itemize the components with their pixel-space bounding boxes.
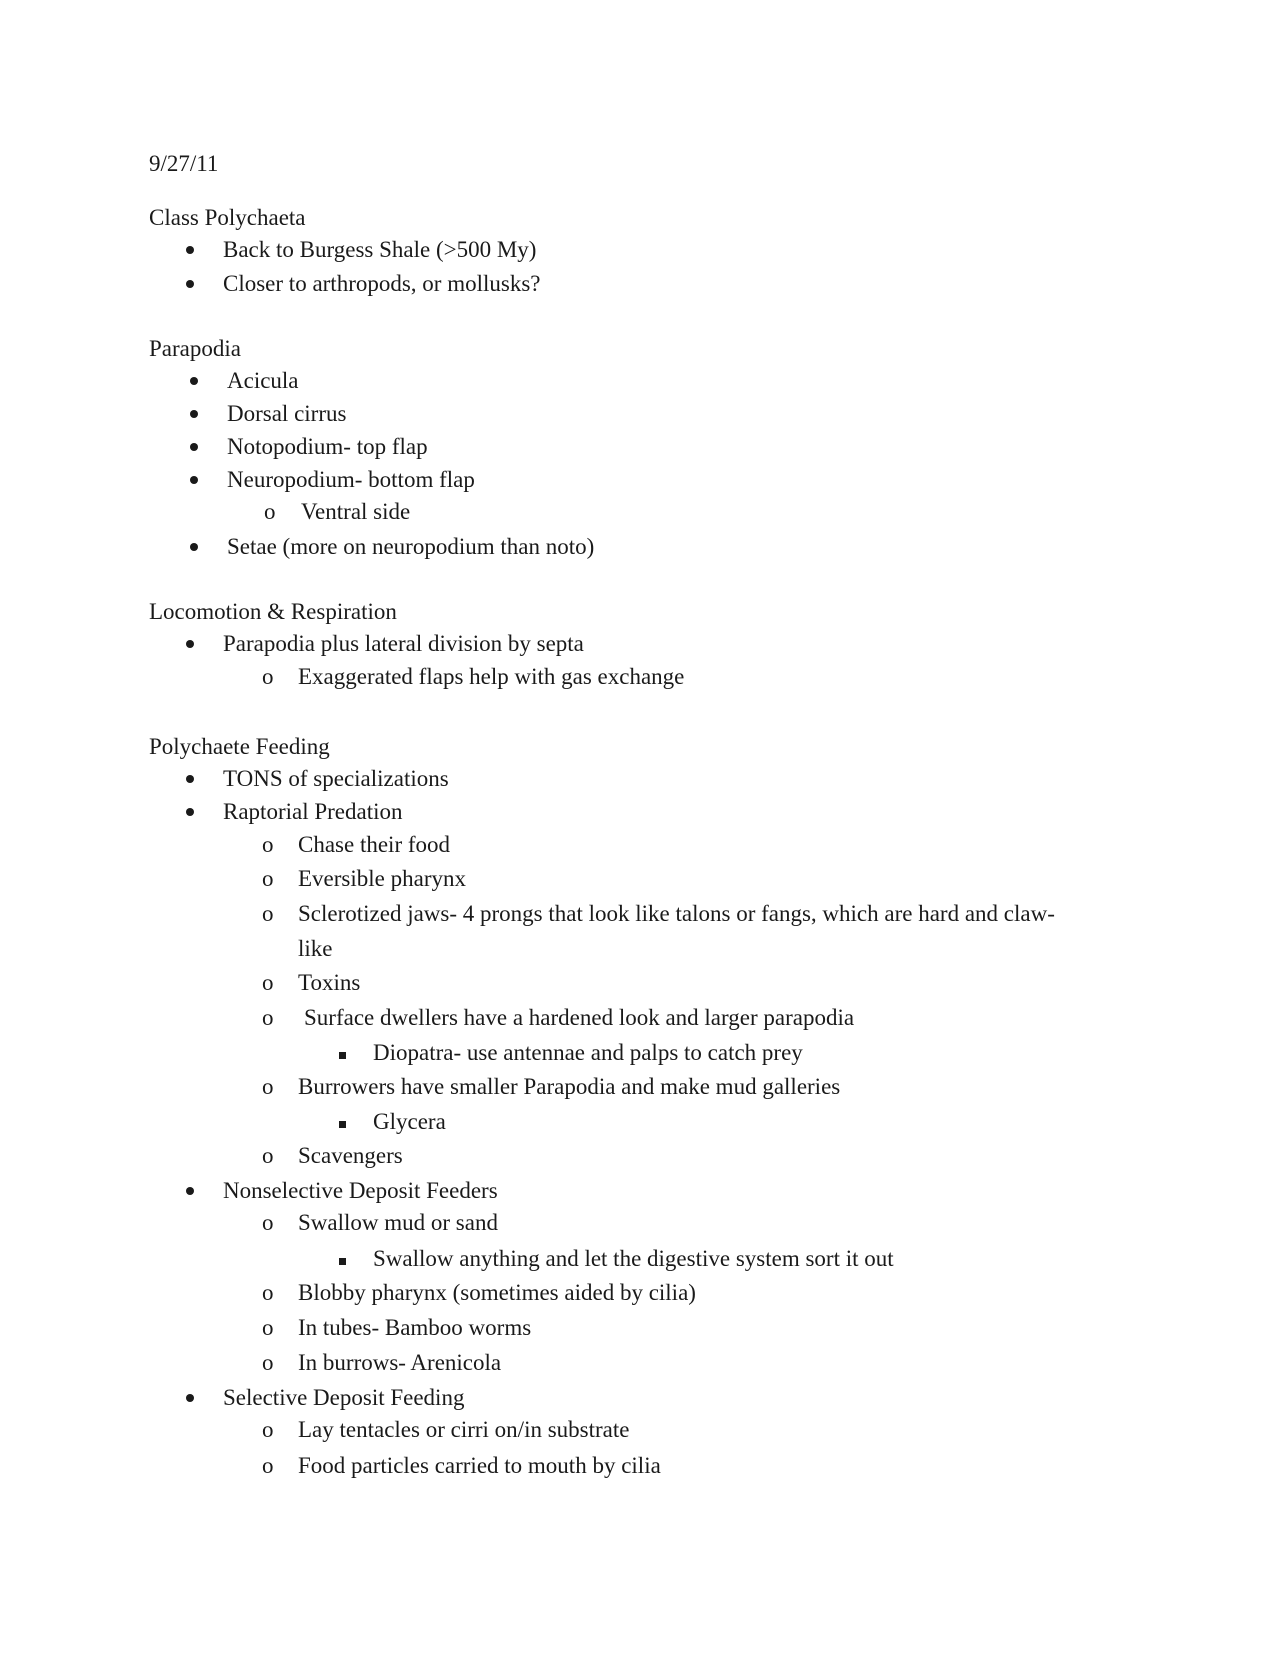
list-item: Burrowers have smaller Parapodia and make mud galleries [298, 1074, 841, 1099]
bullet-icon [186, 640, 194, 648]
circle-marker-icon: o [262, 970, 274, 995]
bullet-icon [186, 808, 194, 816]
list-item: Nonselective Deposit Feeders [223, 1178, 498, 1203]
list-item: Selective Deposit Feeding [223, 1385, 465, 1410]
list-item: Swallow mud or sand [298, 1210, 498, 1235]
list-item: Raptorial Predation [223, 799, 403, 824]
circle-marker-icon: o [262, 901, 274, 926]
bullet-icon [190, 476, 198, 484]
list-item: In tubes- Bamboo worms [298, 1315, 532, 1340]
list-item: Chase their food [298, 832, 451, 857]
section-heading-parapodia: Parapodia [149, 336, 241, 361]
section-heading-class-polychaeta: Class Polychaeta [149, 205, 306, 230]
bullet-icon [186, 1187, 194, 1195]
list-item: TONS of specializations [223, 766, 449, 791]
circle-marker-icon: o [262, 1143, 274, 1168]
list-item: Eversible pharynx [298, 866, 466, 891]
list-item: In burrows- Arenicola [298, 1350, 502, 1375]
circle-marker-icon: o [262, 832, 274, 857]
list-item: Food particles carried to mouth by cilia [298, 1453, 661, 1478]
square-bullet-icon [339, 1052, 346, 1059]
bullet-icon [190, 443, 198, 451]
list-item: Surface dwellers have a hardened look and larger parapodia [304, 1005, 855, 1030]
circle-marker-icon: o [264, 499, 276, 524]
list-item: Back to Burgess Shale (>500 My) [223, 237, 537, 262]
circle-marker-icon: o [262, 664, 274, 689]
section-heading-feeding: Polychaete Feeding [149, 734, 330, 759]
square-bullet-icon [339, 1258, 346, 1265]
section-heading-locomotion: Locomotion & Respiration [149, 599, 397, 624]
list-item: Dorsal cirrus [227, 401, 347, 426]
list-item: Toxins [298, 970, 361, 995]
bullet-icon [190, 377, 198, 385]
bullet-icon [186, 775, 194, 783]
list-item: Diopatra- use antennae and palps to catch prey [373, 1040, 803, 1065]
circle-marker-icon: o [262, 1280, 274, 1305]
list-item: Closer to arthropods, or mollusks? [223, 271, 541, 296]
list-item: Swallow anything and let the digestive system sort it out [373, 1246, 894, 1271]
bullet-icon [186, 280, 194, 288]
bullet-icon [186, 1394, 194, 1402]
circle-marker-icon: o [262, 1453, 274, 1478]
list-item: Blobby pharynx (sometimes aided by cilia) [298, 1280, 696, 1305]
circle-marker-icon: o [262, 1417, 274, 1442]
list-item: Notopodium- top flap [227, 434, 428, 459]
circle-marker-icon: o [262, 1210, 274, 1235]
list-item: Neuropodium- bottom flap [227, 467, 475, 492]
bullet-icon [190, 410, 198, 418]
list-item: Scavengers [298, 1143, 403, 1168]
list-item: Exaggerated flaps help with gas exchange [298, 664, 685, 689]
circle-marker-icon: o [262, 1074, 274, 1099]
circle-marker-icon: o [262, 1005, 274, 1030]
list-item: Ventral side [301, 499, 411, 524]
date-line: 9/27/11 [149, 151, 219, 176]
list-item: Parapodia plus lateral division by septa [223, 631, 584, 656]
list-item-continuation: like [298, 936, 333, 961]
square-bullet-icon [339, 1121, 346, 1128]
list-item: Glycera [373, 1109, 446, 1134]
circle-marker-icon: o [262, 1315, 274, 1340]
list-item: Lay tentacles or cirri on/in substrate [298, 1417, 630, 1442]
circle-marker-icon: o [262, 1350, 274, 1375]
circle-marker-icon: o [262, 866, 274, 891]
bullet-icon [190, 543, 198, 551]
list-item: Setae (more on neuropodium than noto) [227, 534, 595, 559]
list-item: Acicula [227, 368, 299, 393]
bullet-icon [186, 246, 194, 254]
list-item: Sclerotized jaws- 4 prongs that look like talons or fangs, which are hard and claw- [298, 901, 1055, 926]
